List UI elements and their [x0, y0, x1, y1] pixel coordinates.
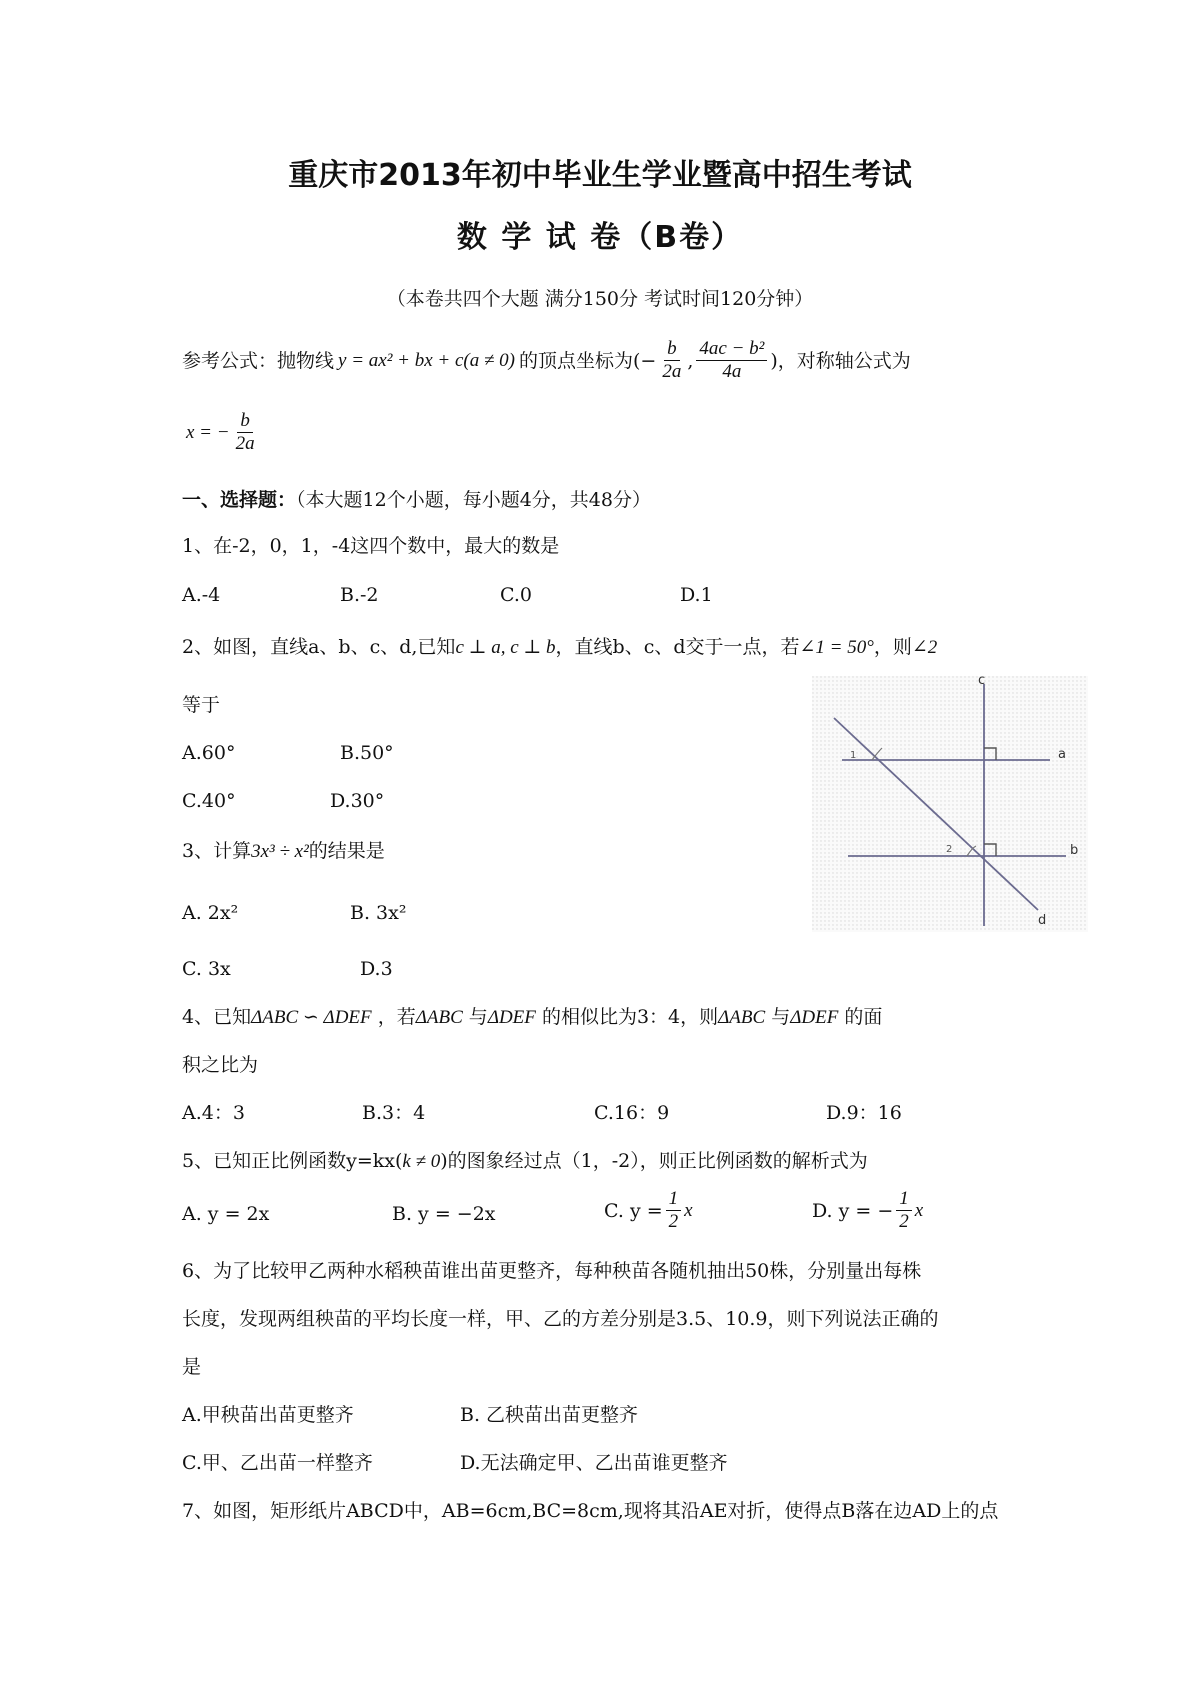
- q2-option-d: D.30°: [330, 790, 385, 812]
- q1-option-d: D.1: [680, 584, 713, 606]
- axis-formula: x = − $\frac{b}{2a}$: [186, 410, 261, 455]
- q5-c-fraction: $\frac{1}{2}$: [666, 1188, 682, 1233]
- question-6-line-3: 是: [182, 1356, 202, 1378]
- reference-formula: 参考公式：抛物线 y = ax² + bx + c(a ≠ 0) 的顶点坐标为(− $\frac{b}{2a}$ , $\frac{\text{4ac − b²}}{4a}$ )，对称轴公式为: [182, 338, 911, 382]
- q3-option-a: A. 2x²: [182, 902, 239, 924]
- q1-option-c: C.0: [500, 584, 532, 606]
- q5-option-b: B. y = −2x: [392, 1203, 496, 1225]
- axis-fraction: $\frac{b}{2a}$: [235, 410, 255, 454]
- q6-option-d: D.无法确定甲、乙出苗谁更整齐: [460, 1452, 728, 1474]
- q5-d-fraction: $\frac{1}{2}$: [896, 1188, 912, 1233]
- q6-option-a: A.甲秧苗出苗更整齐: [182, 1404, 354, 1426]
- q6-option-b: B. 乙秧苗出苗更整齐: [460, 1404, 639, 1426]
- question-1-stem: 1、在-2，0，1，-4这四个数中，最大的数是: [182, 535, 560, 557]
- q1-option-a: A.-4: [182, 584, 221, 606]
- q4-option-c: C.16：9: [594, 1102, 670, 1124]
- exam-title: 重庆市2013年初中毕业生学业暨高中招生考试: [288, 158, 912, 193]
- q2-option-c: C.40°: [182, 790, 236, 812]
- q2-option-a: A.60°: [182, 742, 236, 764]
- question-3-stem: 3、计算3x³ ÷ x²的结果是: [182, 840, 385, 862]
- q5-option-d: D. y = − $\frac{1}{2}$ x: [812, 1188, 924, 1232]
- label-d: d: [1038, 913, 1047, 928]
- question-2-stem-cont: 等于: [182, 694, 221, 716]
- question-4-stem: 4、已知ΔABC ∽ ΔDEF ，若ΔABC 与ΔDEF 的相似比为3：4，则ΔABC 与ΔDEF 的面: [182, 1006, 883, 1028]
- parabola-equation: y = ax² + bx + c(a ≠ 0): [338, 349, 515, 371]
- label-angle-1: 1: [850, 750, 857, 761]
- section-heading: 一、选择题：（本大题12个小题，每小题4分，共48分）: [182, 489, 651, 511]
- question-5-stem: 5、已知正比例函数y=kx(k ≠ 0)的图象经过点（1，-2），则正比例函数的解析式为: [182, 1150, 868, 1172]
- question-2-stem: 2、如图，直线a、b、c、d,已知c ⊥ a, c ⊥ b，直线b、c、d交于一点，若∠1 = 50°，则∠2: [182, 636, 938, 658]
- q5-option-c: C. y = $\frac{1}{2}$ x: [604, 1188, 693, 1232]
- q5-option-a: A. y = 2x: [182, 1203, 270, 1225]
- q3-option-d: D.3: [360, 958, 393, 980]
- exam-subtitle: 数 学 试 卷（B卷）: [456, 220, 744, 255]
- q6-option-c: C.甲、乙出苗一样整齐: [182, 1452, 373, 1474]
- q4-option-a: A.4：3: [182, 1102, 245, 1124]
- lines-figure: [812, 676, 1088, 932]
- label-a: a: [1058, 747, 1066, 762]
- exam-info: （本卷共四个大题 满分150分 考试时间120分钟）: [386, 288, 814, 310]
- label-angle-2: 2: [946, 844, 953, 855]
- figure-background: [812, 676, 1088, 932]
- question-6-line-1: 6、为了比较甲乙两种水稻秧苗谁出苗更整齐，每种秧苗各随机抽出50株，分别量出每株: [182, 1260, 922, 1282]
- question-4-stem-cont: 积之比为: [182, 1054, 259, 1076]
- q2-option-b: B.50°: [340, 742, 394, 764]
- q3-option-b: B. 3x²: [350, 902, 407, 924]
- question-7-line-1: 7、如图，矩形纸片ABCD中，AB=6cm,BC=8cm,现将其沿AE对折，使得点B落在边AD上的点: [182, 1500, 999, 1522]
- label-c: c: [978, 676, 986, 688]
- q1-option-b: B.-2: [340, 584, 379, 606]
- vertex-x-fraction: $\frac{b}{2a}$: [662, 338, 682, 382]
- q4-option-b: B.3：4: [362, 1102, 426, 1124]
- q4-option-d: D.9：16: [826, 1102, 902, 1124]
- q3-option-c: C. 3x: [182, 958, 231, 980]
- question-6-line-2: 长度，发现两组秧苗的平均长度一样，甲、乙的方差分别是3.5、10.9，则下列说法正确的: [182, 1308, 939, 1330]
- label-b: b: [1070, 843, 1079, 858]
- vertex-y-fraction: $\frac{\text{4ac − b²}}{4a}$: [696, 338, 767, 383]
